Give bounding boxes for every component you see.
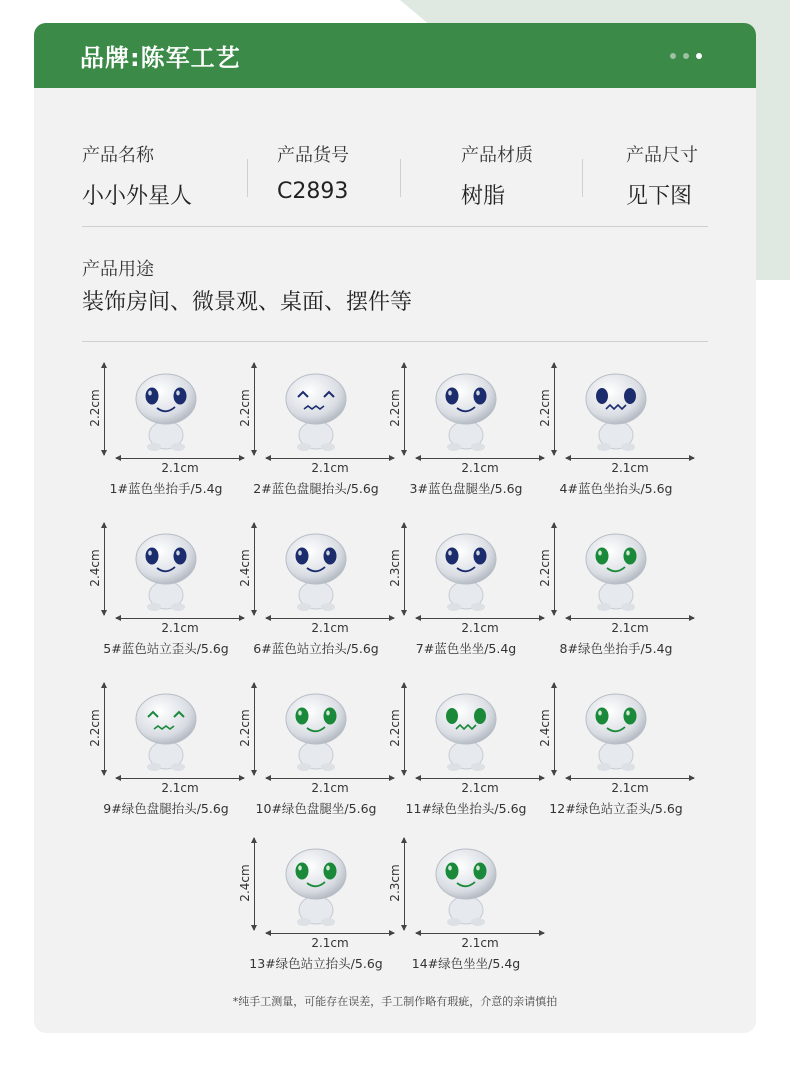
height-label: 2.3cm bbox=[388, 549, 402, 587]
alien-eye bbox=[474, 863, 487, 880]
info-label: 产品名称 bbox=[82, 145, 154, 166]
info-value: C2893 bbox=[277, 179, 349, 204]
alien-eye bbox=[596, 548, 609, 565]
info-product-name bbox=[82, 141, 192, 210]
alien-eye bbox=[324, 548, 337, 565]
height-dimension bbox=[88, 523, 117, 615]
dimension-line bbox=[404, 838, 405, 930]
alien-foot bbox=[621, 603, 635, 611]
alien-eye bbox=[174, 548, 187, 565]
alien-figurine-image bbox=[580, 529, 652, 613]
alien-foot bbox=[297, 603, 311, 611]
width-label: 2.1cm bbox=[311, 781, 349, 795]
alien-foot bbox=[621, 763, 635, 771]
height-dimension bbox=[388, 363, 417, 455]
pagination-dot bbox=[670, 53, 676, 59]
alien-head bbox=[436, 534, 496, 584]
alien-eye bbox=[146, 548, 159, 565]
dimension-line bbox=[404, 523, 405, 615]
dimension-line bbox=[416, 458, 544, 459]
dimension-line bbox=[104, 523, 105, 615]
alien-foot bbox=[147, 443, 161, 451]
height-dimension bbox=[238, 683, 267, 775]
alien-eye bbox=[324, 708, 337, 725]
alien-foot bbox=[471, 443, 485, 451]
product-item bbox=[386, 363, 526, 513]
dimension-line bbox=[266, 458, 394, 459]
dimension-line bbox=[566, 458, 694, 459]
alien-figurine-image bbox=[130, 689, 202, 773]
height-label: 2.4cm bbox=[238, 549, 252, 587]
alien-foot bbox=[447, 603, 461, 611]
alien-eye bbox=[324, 863, 337, 880]
alien-foot bbox=[171, 763, 185, 771]
height-label: 2.3cm bbox=[388, 864, 402, 902]
alien-eye bbox=[296, 708, 309, 725]
item-name: 8#绿色坐抬手/5.4g bbox=[559, 641, 673, 656]
dimension-line bbox=[116, 458, 244, 459]
alien-figurine-image bbox=[430, 844, 502, 928]
alien-foot bbox=[597, 763, 611, 771]
info-label: 产品货号 bbox=[277, 145, 349, 166]
item-name: 11#绿色坐抬头/5.6g bbox=[405, 801, 527, 816]
alien-head bbox=[586, 374, 646, 424]
width-label: 2.1cm bbox=[611, 621, 649, 635]
alien-eye-highlight bbox=[598, 711, 602, 716]
alien-foot bbox=[297, 763, 311, 771]
dimension-line bbox=[266, 618, 394, 619]
height-label: 2.2cm bbox=[388, 709, 402, 747]
dimension-line bbox=[566, 778, 694, 779]
height-label: 2.4cm bbox=[88, 549, 102, 587]
width-label: 2.1cm bbox=[161, 621, 199, 635]
alien-foot bbox=[147, 763, 161, 771]
height-dimension bbox=[538, 683, 567, 775]
height-dimension bbox=[388, 838, 417, 930]
pagination-dot bbox=[683, 53, 689, 59]
alien-head bbox=[436, 849, 496, 899]
dimension-line bbox=[416, 933, 544, 934]
alien-head bbox=[136, 694, 196, 744]
dimension-line bbox=[404, 363, 405, 455]
height-label: 2.2cm bbox=[538, 549, 552, 587]
dimension-line bbox=[554, 523, 555, 615]
alien-eye-highlight bbox=[476, 391, 480, 396]
item-name: 5#蓝色站立歪头/5.6g bbox=[103, 641, 229, 656]
alien-head bbox=[136, 374, 196, 424]
alien-foot bbox=[171, 603, 185, 611]
width-label: 2.1cm bbox=[311, 461, 349, 475]
dimension-line bbox=[404, 683, 405, 775]
alien-eye-highlight bbox=[298, 551, 302, 556]
width-label: 2.1cm bbox=[461, 621, 499, 635]
alien-foot bbox=[321, 443, 335, 451]
alien-foot bbox=[447, 763, 461, 771]
item-name: 4#蓝色坐抬头/5.6g bbox=[559, 481, 673, 496]
divider bbox=[400, 159, 401, 197]
item-name: 13#绿色站立抬头/5.6g bbox=[249, 956, 383, 971]
alien-figurine-image bbox=[280, 689, 352, 773]
alien-figurine-image bbox=[280, 369, 352, 453]
alien-eye bbox=[596, 388, 608, 404]
alien-head bbox=[586, 694, 646, 744]
dimension-line bbox=[116, 778, 244, 779]
dimension-line bbox=[116, 618, 244, 619]
alien-eye-highlight bbox=[148, 551, 152, 556]
height-label: 2.4cm bbox=[238, 864, 252, 902]
alien-eye bbox=[624, 548, 637, 565]
dimension-line bbox=[554, 363, 555, 455]
divider bbox=[247, 159, 248, 197]
item-name: 3#蓝色盘腿坐/5.6g bbox=[409, 481, 523, 496]
dimension-line bbox=[104, 363, 105, 455]
alien-foot bbox=[471, 603, 485, 611]
alien-eye-highlight bbox=[626, 551, 630, 556]
info-material bbox=[461, 141, 533, 210]
width-label: 2.1cm bbox=[161, 781, 199, 795]
alien-eye-highlight bbox=[626, 711, 630, 716]
alien-head bbox=[286, 849, 346, 899]
height-dimension bbox=[538, 523, 567, 615]
alien-foot bbox=[147, 603, 161, 611]
info-value: 见下图 bbox=[626, 184, 693, 209]
alien-eye-highlight bbox=[298, 711, 302, 716]
alien-foot bbox=[471, 918, 485, 926]
alien-foot bbox=[171, 443, 185, 451]
item-name: 6#蓝色站立抬头/5.6g bbox=[253, 641, 379, 656]
info-value: 树脂 bbox=[461, 184, 506, 209]
alien-eye-highlight bbox=[176, 551, 180, 556]
usage-value: 装饰房间、微景观、桌面、摆件等 bbox=[82, 290, 413, 315]
product-item bbox=[536, 523, 676, 673]
alien-eye bbox=[474, 708, 486, 724]
alien-foot bbox=[597, 603, 611, 611]
alien-eye bbox=[474, 388, 487, 405]
product-item bbox=[386, 838, 526, 988]
product-item bbox=[536, 683, 683, 833]
alien-foot bbox=[297, 918, 311, 926]
width-label: 2.1cm bbox=[311, 936, 349, 950]
product-item bbox=[536, 363, 676, 513]
alien-eye bbox=[296, 548, 309, 565]
height-dimension bbox=[538, 363, 567, 455]
product-item bbox=[236, 363, 379, 513]
product-info-card bbox=[34, 23, 756, 1033]
alien-figurine-image bbox=[430, 689, 502, 773]
alien-foot bbox=[321, 603, 335, 611]
alien-foot bbox=[471, 763, 485, 771]
alien-head bbox=[436, 694, 496, 744]
item-name: 12#绿色站立歪头/5.6g bbox=[549, 801, 683, 816]
alien-head bbox=[136, 534, 196, 584]
alien-foot bbox=[321, 918, 335, 926]
alien-eye bbox=[296, 863, 309, 880]
item-name: 10#绿色盘腿坐/5.6g bbox=[255, 801, 377, 816]
alien-head bbox=[286, 534, 346, 584]
alien-eye bbox=[446, 863, 459, 880]
alien-eye bbox=[624, 388, 636, 404]
product-item bbox=[86, 523, 229, 673]
width-label: 2.1cm bbox=[611, 461, 649, 475]
dimension-line bbox=[254, 523, 255, 615]
alien-head bbox=[436, 374, 496, 424]
alien-eye bbox=[446, 708, 458, 724]
product-item bbox=[236, 683, 376, 833]
alien-head bbox=[286, 374, 346, 424]
height-label: 2.2cm bbox=[88, 709, 102, 747]
width-label: 2.1cm bbox=[161, 461, 199, 475]
alien-figurine-image bbox=[580, 689, 652, 773]
alien-foot bbox=[597, 443, 611, 451]
alien-eye bbox=[446, 548, 459, 565]
item-name: 1#蓝色坐抬手/5.4g bbox=[109, 481, 223, 496]
width-label: 2.1cm bbox=[611, 781, 649, 795]
item-name: 2#蓝色盘腿抬头/5.6g bbox=[253, 481, 379, 496]
alien-eye-highlight bbox=[448, 391, 452, 396]
height-label: 2.2cm bbox=[88, 389, 102, 427]
dimension-line bbox=[254, 683, 255, 775]
dimension-line bbox=[416, 618, 544, 619]
height-dimension bbox=[388, 523, 417, 615]
height-label: 2.2cm bbox=[238, 709, 252, 747]
alien-foot bbox=[447, 443, 461, 451]
item-name: 7#蓝色坐坐/5.4g bbox=[415, 641, 517, 656]
alien-eye-highlight bbox=[148, 391, 152, 396]
height-dimension bbox=[238, 523, 267, 615]
alien-eye-highlight bbox=[326, 866, 330, 871]
product-item bbox=[386, 523, 526, 673]
separator bbox=[82, 226, 708, 227]
info-label: 产品材质 bbox=[461, 145, 533, 166]
dimension-line bbox=[554, 683, 555, 775]
alien-figurine-image bbox=[130, 369, 202, 453]
height-dimension bbox=[238, 363, 267, 455]
alien-eye-highlight bbox=[448, 551, 452, 556]
width-label: 2.1cm bbox=[461, 461, 499, 475]
width-label: 2.1cm bbox=[311, 621, 349, 635]
product-item bbox=[236, 838, 383, 988]
alien-eye-highlight bbox=[476, 551, 480, 556]
alien-eye bbox=[624, 708, 637, 725]
item-name: 9#绿色盘腿抬头/5.6g bbox=[103, 801, 229, 816]
alien-figurine-image bbox=[130, 529, 202, 613]
alien-figurine-image bbox=[280, 844, 352, 928]
dimension-line bbox=[254, 363, 255, 455]
alien-eye bbox=[474, 548, 487, 565]
height-label: 2.4cm bbox=[538, 709, 552, 747]
alien-figurine-image bbox=[280, 529, 352, 613]
alien-eye-highlight bbox=[476, 866, 480, 871]
height-dimension bbox=[88, 363, 117, 455]
alien-head bbox=[286, 694, 346, 744]
product-item bbox=[236, 523, 379, 673]
info-value: 小小外星人 bbox=[82, 184, 193, 209]
alien-figurine-image bbox=[430, 529, 502, 613]
alien-eye-highlight bbox=[298, 866, 302, 871]
alien-eye bbox=[446, 388, 459, 405]
usage-label: 产品用途 bbox=[82, 259, 154, 280]
measurement-note: *纯手工测量，可能存在误差，手工制作略有瑕疵，介意的亲请慎拍 bbox=[232, 995, 558, 1008]
pagination-dots bbox=[670, 53, 702, 59]
dimension-line bbox=[416, 778, 544, 779]
height-label: 2.2cm bbox=[388, 389, 402, 427]
dimension-line bbox=[566, 618, 694, 619]
height-dimension bbox=[88, 683, 117, 775]
height-dimension bbox=[388, 683, 417, 775]
alien-eye-highlight bbox=[326, 711, 330, 716]
height-label: 2.2cm bbox=[238, 389, 252, 427]
product-item bbox=[86, 363, 226, 513]
alien-foot bbox=[621, 443, 635, 451]
brand-header bbox=[34, 23, 756, 88]
divider bbox=[582, 159, 583, 197]
alien-eye bbox=[146, 388, 159, 405]
height-label: 2.2cm bbox=[538, 389, 552, 427]
alien-foot bbox=[321, 763, 335, 771]
brand-title: 品牌:陈军工艺 bbox=[80, 44, 241, 72]
separator bbox=[82, 341, 708, 342]
item-name: 14#绿色坐坐/5.4g bbox=[411, 956, 521, 971]
dimension-line bbox=[266, 933, 394, 934]
product-item bbox=[386, 683, 526, 833]
width-label: 2.1cm bbox=[461, 936, 499, 950]
alien-figurine-image bbox=[430, 369, 502, 453]
alien-eye-highlight bbox=[598, 551, 602, 556]
info-product-code bbox=[277, 141, 349, 204]
width-label: 2.1cm bbox=[461, 781, 499, 795]
info-size bbox=[626, 141, 698, 210]
dimension-line bbox=[266, 778, 394, 779]
alien-eye-highlight bbox=[448, 866, 452, 871]
alien-head bbox=[586, 534, 646, 584]
alien-foot bbox=[297, 443, 311, 451]
product-item bbox=[86, 683, 229, 833]
alien-foot bbox=[447, 918, 461, 926]
pagination-dot-active bbox=[696, 53, 702, 59]
dimension-line bbox=[104, 683, 105, 775]
alien-eye bbox=[596, 708, 609, 725]
alien-eye-highlight bbox=[176, 391, 180, 396]
height-dimension bbox=[238, 838, 267, 930]
alien-eye bbox=[174, 388, 187, 405]
info-label: 产品尺寸 bbox=[626, 145, 698, 166]
alien-eye-highlight bbox=[326, 551, 330, 556]
alien-figurine-image bbox=[580, 369, 652, 453]
dimension-line bbox=[254, 838, 255, 930]
